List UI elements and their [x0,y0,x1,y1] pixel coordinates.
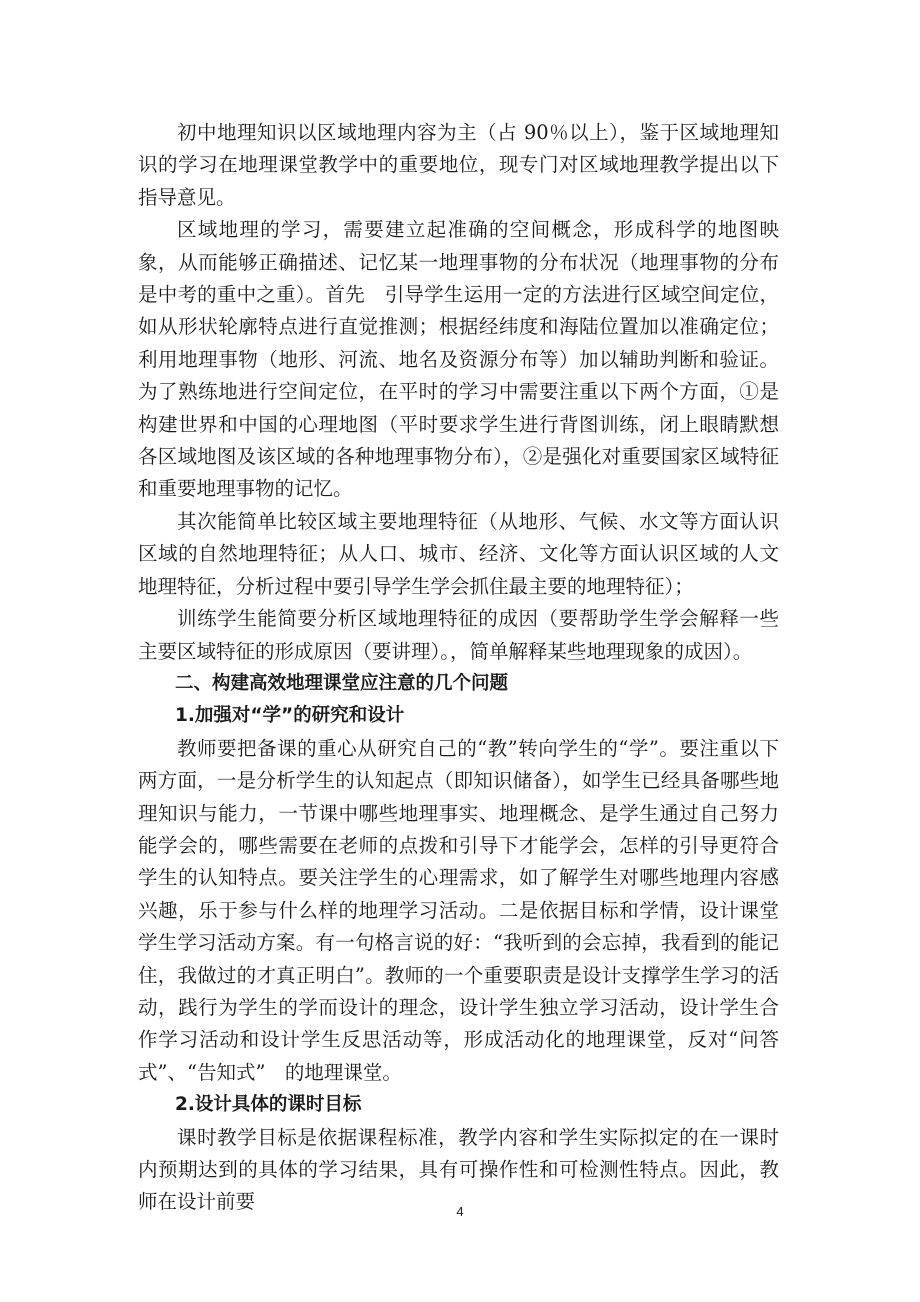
paragraph-lesson-objectives: 课时教学目标是依据课程标准，教学内容和学生实际拟定的在一课时内预期达到的具体的学习结果，具有可操作性和可检测性特点。因此，教师在设计前要 [138,1125,779,1214]
document-body [138,117,779,1219]
paragraph-intro: 初中地理知识以区域地理内容为主（占 90％以上），鉴于区域地理知识的学习在地理课堂教学中的重要地位，现专门对区域地理教学提出以下指导意见。 [138,121,779,209]
page-number: 4 [456,1204,464,1219]
subsection-heading-1: 1.加强对“学”的研究和设计 [175,705,405,727]
paragraph-spatial-concept: 区域地理的学习，需要建立起准确的空间概念，形成科学的地图映象，从而能够正确描述、记忆某一地理事物的分布状况（地理事物的分布是中考的重中之重）。首先 引导学生运用一定的方法进行区域空间定位，如从形状轮廓特点进行直觉推测；根据经纬度和海陆位置加以准确定位；利用地理事物（地形、河流、地名及资源分布等）加以辅助判断和验证。为了熟练地进行空间定位，在平时的学习中需要注重以下两个方面，①是构建世界和中国的心理地图（平时要求学生进行背图训练，闭上眼睛默想各区域地图及该区域的各种地理事物分布），②是强化对重要国家区域特征和重要地理事物的记忆。 [138,218,779,501]
subsection-heading-2: 2.设计具体的课时目标 [175,1094,362,1116]
section-heading: 二、构建高效地理课堂应注意的几个问题 [175,672,509,694]
paragraph-compare-features: 其次能简单比较区域主要地理特征（从地形、气候、水文等方面认识区域的自然地理特征；从人口、城市、经济、文化等方面认识区域的人文地理特征，分析过程中要引导学生学会抓住最主要的地理特征）； [138,509,779,598]
paragraph-learning-design: 教师要把备课的重心从研究自己的“教”转向学生的“学”。要注重以下两方面，一是分析学生的认知起点（即知识储备），如学生已经具备哪些地理知识与能力，一节课中哪些地理事实、地理概念、是学生通过自己努力能学会的，哪些需要在老师的点拨和引导下才能学会，怎样的引导更符合学生的认知特点。要关注学生的心理需求，如了解学生对哪些地理内容感兴趣，乐于参与什么样的地理学习活动。二是依据目标和学情，设计课堂学生学习活动方案。有一句格言说的好：“我听到的会忘掉，我看到的能记住，我做过的才真正明白”。教师的一个重要职责是设计支撑学生学习的活动，践行为学生的学而设计的理念，设计学生独立学习活动，设计学生合作学习活动和设计学生反思活动等，形成活动化的地理课堂，反对“问答式”、“告知式” 的地理课堂。 [138,736,779,1084]
paragraph-analyze-causes: 训练学生能简要分析区域地理特征的成因（要帮助学生学会解释一些主要区域特征的形成原因（要讲理）。，简单解释某些地理现象的成因）。 [138,607,779,663]
